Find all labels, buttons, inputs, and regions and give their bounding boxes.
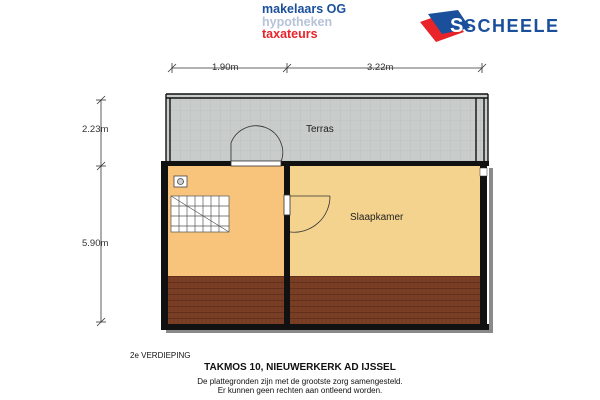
logo-wordmark: SCHEELE <box>464 16 560 36</box>
dimension-top-left: 1.90m <box>212 62 239 73</box>
staircase <box>171 196 229 232</box>
dimension-side-top: 2.23m <box>82 124 109 135</box>
boiler <box>174 176 187 187</box>
right-window <box>480 168 487 176</box>
dimension-side-bottom: 5.90m <box>82 238 109 249</box>
tagline-taxateurs: taxateurs <box>262 27 318 41</box>
tagline-makelaars: makelaars OG <box>262 2 347 16</box>
wall-shadow-bottom <box>166 330 493 333</box>
room-label-bedroom: Slaapkamer <box>350 212 404 223</box>
room-label-terrace: Terras <box>306 124 334 135</box>
wall-shadow <box>489 168 493 332</box>
roof-slope-left <box>166 276 287 326</box>
floor-label: 2e VERDIEPING <box>130 351 191 360</box>
disclaimer-line-1: De plattegronden zijn met de grootste zorg samengesteld. <box>197 377 403 386</box>
logo-s-glyph: S <box>450 15 464 37</box>
property-address: TAKMOS 10, NIEUWERKERK AD IJSSEL <box>204 362 396 373</box>
disclaimer-line-2: Er kunnen geen rechten aan ontleend worden. <box>217 386 383 395</box>
dimension-top-right: 3.22m <box>367 62 394 73</box>
tagline-hypotheken: hypotheken <box>262 14 333 29</box>
roof-slope-right <box>290 276 482 326</box>
